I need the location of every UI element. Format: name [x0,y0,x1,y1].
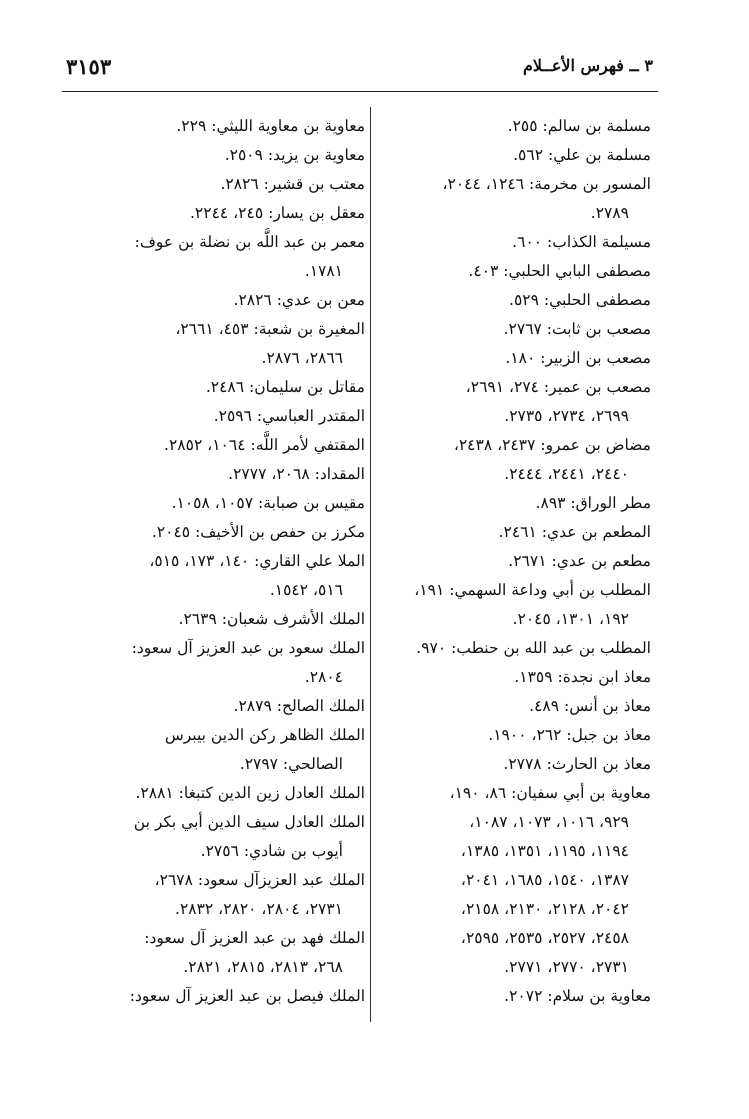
entry-first-line [134,813,365,831]
index-entry [75,286,365,315]
entry-refs: ٤٥٣، ٢٦٦١، [175,320,249,338]
index-entry [75,982,365,1011]
entry-first-line [234,697,365,715]
entry-first-line [190,204,365,222]
entry-name: الملك عبد العزيزآل سعود: [197,871,365,889]
index-entry [75,489,365,518]
entry-refs-continued: ٢٦٨، ٢٨١٣، ٢٨١٥، ٢٨٢١. [183,958,343,976]
index-entry [379,344,651,373]
entry-name: مقاتل بن سليمان: [249,378,365,396]
index-entry [379,373,651,431]
entry-refs: ١٠٦٤، ٢٨٥٢. [164,436,246,454]
index-entry [75,518,365,547]
entry-first-line [514,668,651,686]
entry-refs-continued: ١٣٨٧، ١٥٤٠، ١٦٨٥، ٢٠٤١، [460,871,629,889]
entry-first-line [512,233,651,251]
entry-name: المطلب بن أبي وداعة السهمي: [449,581,651,599]
entry-first-line [132,639,365,657]
entry-refs: ٨٦، ١٩٠، [449,784,507,802]
index-entry [75,228,365,286]
index-entry [379,141,651,170]
entry-refs-continued: ٢٨٠٤. [304,668,343,686]
entry-refs: ٤٠٣. [468,262,499,280]
entry-first-line [504,987,651,1005]
index-column-right [379,112,651,1011]
index-entry [75,460,365,489]
entry-name: معقل بن يسار: [268,204,365,222]
entry-name: معاوية بن سلام: [547,987,651,1005]
entry-name: المقتفي لأمر اللَّه: [250,436,365,454]
entry-name: المطلب بن عبد الله بن حنطب: [451,639,651,657]
index-entry [379,779,651,982]
entry-first-line [466,378,651,396]
entry-refs: ٤٨٩. [529,697,560,715]
entry-first-line [509,291,651,309]
entry-refs: ٢٦٧١. [508,552,547,570]
entry-first-line [513,146,651,164]
index-entry [379,489,651,518]
index-entry [75,199,365,228]
entry-refs: ٦٠٠. [512,233,543,251]
entry-name: معن بن عدي: [276,291,365,309]
index-entry [379,286,651,315]
entry-refs-continued: ١٧٨١. [304,262,343,280]
column-divider [370,107,371,1022]
index-entry [75,315,365,373]
entry-name: معتب بن قشير: [263,175,365,193]
entry-first-line [234,291,365,309]
entry-refs: ٢٨٨١. [135,784,174,802]
entry-name: المسور بن مخرمة: [529,175,651,193]
entry-refs-continued: ٢٠٤٢، ٢١٢٨، ٢١٣٠، ٢١٥٨، [460,900,629,918]
entry-first-line [220,175,365,193]
index-entry [75,808,365,866]
index-entry [379,257,651,286]
entry-refs: ١٨٠. [505,349,536,367]
index-entry [75,605,365,634]
entry-first-line [149,552,365,570]
entry-refs-continued: ٩٢٩، ١٠١٦، ١٠٧٣، ١٠٨٧، [469,813,629,831]
entry-name: مصعب بن عمير: [543,378,651,396]
entry-refs-continued: ٢٧٨٩. [590,204,629,222]
entry-first-line [508,117,651,135]
index-entry [379,721,651,750]
entry-name: مضاض بن عمرو: [540,436,651,454]
entry-first-line [152,523,365,541]
entry-refs-continued: ١٩٢، ١٣٠١، ٢٠٤٥. [512,610,629,628]
entry-name: مسيلمة الكذاب: [547,233,651,251]
entry-refs: ٢٨٢٦. [220,175,259,193]
entry-name: الملك الأشرف شعبان: [221,610,365,628]
entry-refs: ١٢٤٦، ٢٠٤٤، [442,175,525,193]
entry-refs-continued: ١١٩٤، ١١٩٥، ١٣٥١، ١٣٨٥، [460,842,629,860]
entry-name: مصعب بن الزبير: [540,349,651,367]
entry-first-line [416,639,651,657]
index-column-left [75,112,365,1011]
entry-name: معاذ ابن نجدة: [557,668,651,686]
entry-refs: ٢٦٢، ١٩٠٠. [488,726,562,744]
entry-refs-continued: ٢٦٩٩، ٢٧٣٤، ٢٧٣٥. [504,407,629,425]
index-entry [75,866,365,924]
index-entry [75,431,365,460]
entry-name: مقيس بن صبابة: [258,494,365,512]
entry-first-line [179,610,365,628]
entry-name: معاذ بن الحارث: [546,755,651,773]
entry-refs: ٢٢٩. [176,117,207,135]
entry-refs-continued: ٢٤٥٨، ٢٥٢٧، ٢٥٣٥، ٢٥٩٥، [460,929,629,947]
entry-name: مكرز بن حفص بن الأخيف: [195,523,365,541]
entry-refs: ٥٦٢. [513,146,544,164]
entry-first-line [503,755,651,773]
entry-name: الملك العادل زين الدين كتبغا: [178,784,365,802]
entry-name: مطعم بن عدي: [551,552,651,570]
entry-name: المقتدر العباسي: [256,407,365,425]
entry-first-line [225,146,365,164]
entry-refs: ٢٥٩٦. [213,407,252,425]
index-entry [75,692,365,721]
entry-first-line [175,320,365,338]
entry-first-line [176,117,365,135]
entry-first-line [499,523,651,541]
entry-refs: ١٤٠، ١٧٣، ٥١٥، [149,552,250,570]
entry-name: الملك فهد بن عبد العزيز آل سعود: [144,929,365,947]
entry-refs: ٨٩٣. [535,494,566,512]
entry-name: مطر الوراق: [570,494,651,512]
entry-refs: ٢٨٢٦. [233,291,272,309]
entry-first-line [155,871,365,889]
entry-name: المطعم بن عدي: [541,523,651,541]
index-entry [379,982,651,1011]
entry-refs: ٢٤٣٧، ٢٤٣٨، [453,436,536,454]
index-entry [379,315,651,344]
entry-first-line [504,320,651,338]
entry-name: المقداد: [314,465,365,483]
index-entry [75,402,365,431]
entry-refs: ٢٤٥، ٢٢٤٤. [189,204,264,222]
entry-refs-continued: ٥١٦، ١٥٤٢. [269,581,343,599]
page-number: ٣١٥٣ [66,54,112,79]
entry-first-line [508,552,651,570]
entry-refs: ٢٧٧٨. [503,755,542,773]
entry-refs-continued: أيوب بن شادي: ٢٧٥٦. [200,842,343,860]
entry-refs: ٢٥٠٩. [224,146,263,164]
index-entry [75,547,365,605]
entry-first-line [450,784,651,802]
entry-first-line [454,436,651,454]
entry-name: مصطفى البابي الحلبي: [503,262,651,280]
entry-first-line [164,436,365,454]
entry-first-line [130,987,365,1005]
index-entry [75,112,365,141]
entry-refs-continued: ٢٨٦٦، ٢٨٧٦. [261,349,343,367]
entry-first-line [488,726,651,744]
entry-name: مصعب بن ثابت: [546,320,651,338]
index-entry [379,112,651,141]
index-entry [379,576,651,634]
entry-name: معمر بن عبد اللَّه بن نضلة بن عوف: [134,233,365,251]
entry-name: مصطفى الحلبي: [543,291,651,309]
entry-first-line [144,929,365,947]
index-entry [75,721,365,779]
entry-first-line [165,726,365,744]
index-entry [75,924,365,982]
entry-refs-continued: ٢٧٣١، ٢٨٠٤، ٢٨٢٠، ٢٨٣٢. [175,900,343,918]
entry-name: مسلمة بن علي: [547,146,651,164]
index-entry [379,692,651,721]
entry-first-line [414,581,651,599]
entry-name: معاوية بن أبي سفيان: [511,784,651,802]
running-title: ٣ ــ فهرس الأعــلام [522,56,653,75]
entry-name: الملك الصالح: [276,697,365,715]
entry-first-line [536,494,651,512]
entry-refs: ١٣٥٩. [514,668,553,686]
entry-name: الملك فيصل بن عبد العزيز آل سعود: [129,987,365,1005]
entry-name: الملك العادل سيف الدين أبي بكر بن [133,813,365,831]
entry-refs: ١٩١، [414,581,445,599]
index-entry [379,228,651,257]
index-entry [75,634,365,692]
entry-refs: ٢٦٣٩. [178,610,217,628]
entry-first-line [214,407,365,425]
entry-refs: ٩٧٠. [416,639,447,657]
entry-first-line [206,378,365,396]
entry-name: مسلمة بن سالم: [542,117,651,135]
entry-first-line [135,784,365,802]
entry-first-line [529,697,651,715]
entry-name: معاوية بن يزيد: [267,146,365,164]
entry-name: الملا علي القاري: [254,552,365,570]
entry-name: معاذ بن جبل: [566,726,651,744]
entry-refs: ٢٨٧٩. [233,697,272,715]
index-entry [379,634,651,663]
index-entry [379,750,651,779]
index-entry [379,170,651,228]
entry-refs: ٢٥٥. [507,117,538,135]
index-entry [75,170,365,199]
index-entry [379,663,651,692]
index-entry [75,779,365,808]
entry-refs: ٢٠٧٢. [504,987,543,1005]
index-entry [379,547,651,576]
index-entry [379,431,651,489]
entry-refs: ٢٠٤٥. [151,523,191,541]
entry-first-line [135,233,365,251]
index-entry [379,518,651,547]
entry-refs: ٢٦٧٨، [154,871,193,889]
entry-first-line [228,465,365,483]
entry-refs-continued: ٢٤٤٠، ٢٤٤١، ٢٤٤٤. [504,465,629,483]
entry-refs: ٢٤٦١. [498,523,537,541]
entry-first-line [172,494,365,512]
entry-refs: ٢٤٨٦. [205,378,245,396]
entry-first-line [443,175,652,193]
entry-refs: ١٠٥٧، ١٠٥٨. [171,494,254,512]
entry-name: الملك سعود بن عبد العزيز آل سعود: [131,639,365,657]
entry-refs: ٥٢٩. [509,291,539,309]
index-entry [75,373,365,402]
header-rule [62,91,658,92]
entry-refs: ٢٧٦٧. [503,320,542,338]
entry-first-line [468,262,651,280]
entry-name: الملك الظاهر ركن الدين بيبرس [164,726,365,744]
entry-name: المغيرة بن شعبة: [253,320,365,338]
entry-refs-continued: الصالحي: ٢٧٩٧. [239,755,343,773]
entry-refs: ٢٠٦٨، ٢٧٧٧. [228,465,310,483]
index-entry [75,141,365,170]
entry-refs-continued: ٢٧٣١، ٢٧٧٠، ٢٧٧١. [504,958,629,976]
entry-first-line [505,349,651,367]
entry-name: معاوية بن معاوية الليثي: [211,117,365,135]
entry-name: معاذ بن أنس: [564,697,651,715]
entry-refs: ٢٧٤، ٢٦٩١، [465,378,539,396]
